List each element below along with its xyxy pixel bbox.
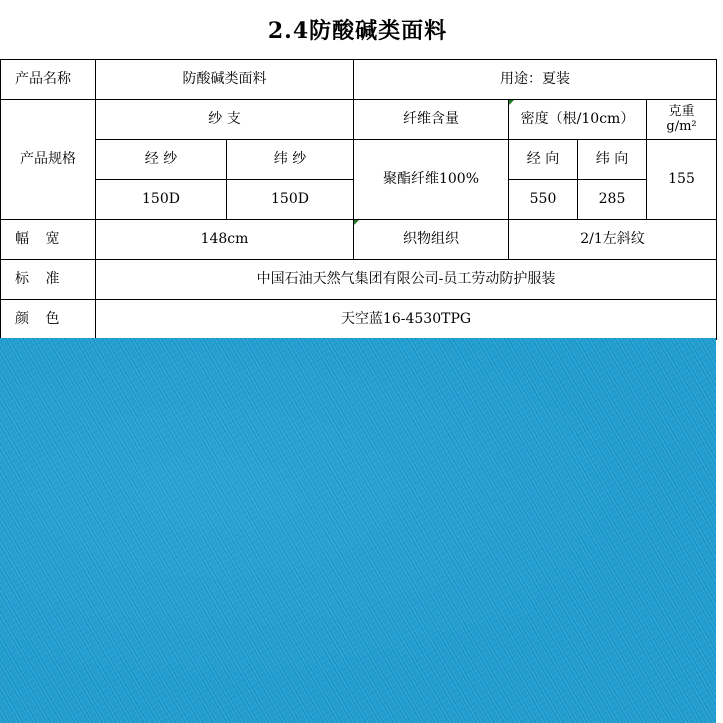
gram-weight-header — [647, 100, 717, 140]
weft-yarn-header: 纬 纱 — [227, 140, 354, 180]
table-row — [1, 220, 717, 260]
gram-weight-unit: g/m² — [666, 118, 697, 134]
product-name-label: 产品名称 — [1, 60, 96, 100]
standard-value: 中国石油天然气集团有限公司-员工劳动防护服装 — [96, 260, 717, 300]
weave-label: 织物组织 — [354, 220, 509, 260]
fiber-content-header: 纤维含量 — [354, 100, 509, 140]
product-spec-label: 产品规格 — [1, 100, 96, 220]
page-title: 2.4防酸碱类面料 — [0, 0, 715, 59]
yarn-count-header: 纱 支 — [96, 100, 354, 140]
warp-yarn-header: 经 纱 — [96, 140, 227, 180]
density-header: 密度（根/10cm） — [509, 100, 647, 140]
product-name-value: 防酸碱类面料 — [96, 60, 354, 100]
fabric-swatch-image — [0, 338, 716, 723]
warp-yarn-value: 150D — [96, 180, 227, 220]
gram-weight-label: 克重 — [668, 103, 695, 119]
table-row — [1, 140, 717, 180]
standard-label: 标 准 — [1, 260, 96, 300]
gram-weight-value: 155 — [647, 140, 717, 220]
fiber-content-value: 聚酯纤维100% — [354, 140, 509, 220]
weft-density-value: 285 — [578, 180, 647, 220]
warp-density-value: 550 — [509, 180, 578, 220]
weave-value: 2/1左斜纹 — [509, 220, 717, 260]
width-label: 幅 宽 — [1, 220, 96, 260]
color-label: 颜 色 — [1, 300, 96, 340]
table-row — [1, 60, 717, 100]
table-row — [1, 300, 717, 340]
weft-density-header: 纬 向 — [578, 140, 647, 180]
warp-density-header: 经 向 — [509, 140, 578, 180]
weft-yarn-value: 150D — [227, 180, 354, 220]
spec-table — [0, 59, 717, 340]
color-value: 天空蓝16-4530TPG — [96, 300, 717, 340]
width-value: 148cm — [96, 220, 354, 260]
table-row — [1, 260, 717, 300]
usage-cell: 用途：夏装 — [354, 60, 717, 100]
table-row — [1, 100, 717, 140]
